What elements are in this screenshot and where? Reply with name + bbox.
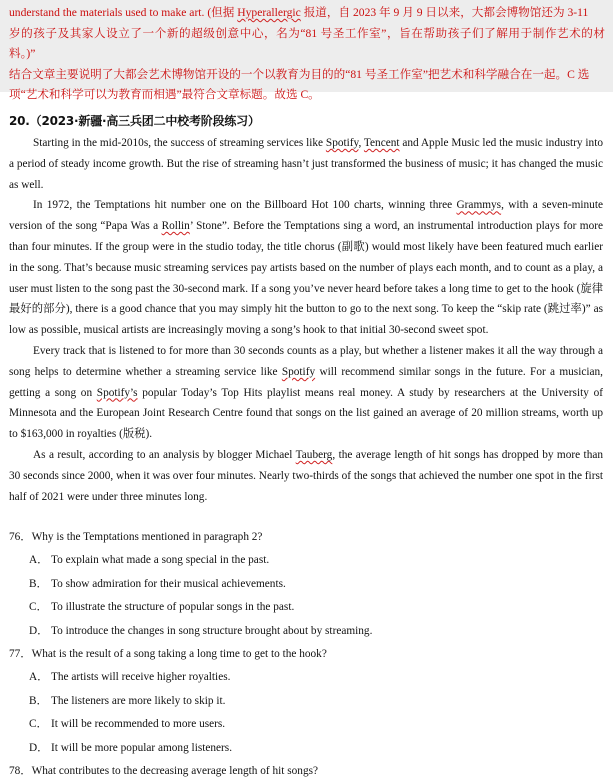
- spell-flag-rollin: Rollin: [161, 220, 190, 233]
- reading-passage: [9, 133, 603, 507]
- answer-option[interactable]: C． It will be recommended to more users.: [29, 718, 226, 731]
- passage-paragraph-2: In 1972, the Temptations hit number one on the Billboard Hot 100 charts, winning three Grammys, with a seven-minute version of the song “Papa Was a Rollin’ Stone”. Before the Temptations sing a word, an instrumental introduction plays for more than four minutes. If the group were in the studio today, the title chorus (副歌) would most likely have been featured much earlier in the song. That’s because music streaming services pay artists based on the number of plays each month, and to count as a play, a user must listen to the song past the 30-second mark. If a song you’ve never heard before takes a long time to get to the hook (旋律最好的部分), there is a good chance that you may simply hit the button to go to the next song. To keep the “skip rate (跳过率)” as low as possible, musical artists are increasingly moving a song’s hook to that initial 30-second sweet spot.: [9, 199, 603, 337]
- spell-flag-tencent: Tencent: [363, 137, 400, 149]
- answer-line-3: 结合文章主要说明了大都会艺术博物馆开设的一个以教育为目的的“81 号圣工作室”把艺术和科学融合在一起。C 选: [9, 67, 590, 81]
- spell-flag-grammys: Grammys: [456, 199, 502, 212]
- answer-line-1: [9, 3, 605, 24]
- answer-option[interactable]: A． To explain what made a song special in the past.: [29, 554, 270, 567]
- answer-option[interactable]: B． To show admiration for their musical achievements.: [29, 577, 286, 590]
- passage-paragraph-3: Every track that is listened to for more than 30 seconds counts as a play, but whether a listener makes it all the way through a song helps to determine whether a streaming service like Spotify will recommend similar songs in the future. For a musician, getting a song on Spotify’s popular Today’s Top Hits playlist means real money. A study by researchers at the University of Minnesota and the European Joint Research Centre found that songs on the list gained an average of 20 million streams, worth up to $163,000 in royalties (版税).: [9, 344, 603, 441]
- passage-paragraph-4: As a result, according to an analysis by blogger Michael Tauberg, the average length of hit songs has dropped by more than 30 seconds since 2000, when it was over four minutes. Nearly two-thirds of the songs that achieved the number one spot in the first half of 2021 were under three minutes long.: [9, 448, 604, 503]
- answer-option[interactable]: D． It will be more popular among listeners.: [29, 741, 233, 754]
- spell-flag-spotify: Spotify: [281, 365, 316, 378]
- answer-option[interactable]: C． To illustrate the structure of popular songs in the past.: [29, 601, 295, 614]
- question-stem: 78．What contributes to the decreasing average length of hit songs?: [9, 764, 319, 777]
- passage-paragraph-1: Starting in the mid-2010s, the success of streaming services like Spotify, Tencent and Apple Music led the music industry into a period of steady income growth. But the rise of streaming hasn’t just transformed the business of music; it has changed the music as well.: [9, 137, 603, 191]
- question-heading: 20.（2023·新疆·高三兵团二中校考阶段练习）: [9, 114, 260, 128]
- answer-text: 报道，自 2023 年 9 月 9 日以来，大都会博物馆还为 3-11: [300, 6, 589, 19]
- spell-flag-spotify: Spotify: [325, 137, 359, 149]
- answer-spell-flag: Hyperallergic: [237, 6, 301, 19]
- spell-flag-tauberg: Tauberg: [295, 448, 333, 461]
- answer-explanation-box: [0, 0, 613, 101]
- question-stem: 77．What is the result of a song taking a long time to get to the hook?: [9, 647, 327, 660]
- answer-line-4: 项“艺术和科学可以为教育而相遇”最符合文章标题。故选 C。: [9, 88, 320, 101]
- spell-flag-spotify: Spotify’s: [96, 386, 138, 399]
- question-list: [9, 527, 603, 784]
- answer-line-2: 岁的孩子及其家人设立了一个新的超级创意中心，名为“81 号圣工作室”，旨在帮助孩子们了解用于制作艺术的材料。)”: [9, 26, 605, 60]
- answer-option[interactable]: B． The listeners are more likely to skip it.: [29, 694, 226, 707]
- question-stem: 76．Why is the Temptations mentioned in paragraph 2?: [9, 531, 263, 543]
- answer-text: understand the materials used to make art. (但据: [9, 6, 238, 19]
- answer-option[interactable]: D． To introduce the changes in song structure brought about by streaming.: [29, 624, 373, 637]
- answer-option[interactable]: A． The artists will receive higher royalties.: [29, 671, 231, 684]
